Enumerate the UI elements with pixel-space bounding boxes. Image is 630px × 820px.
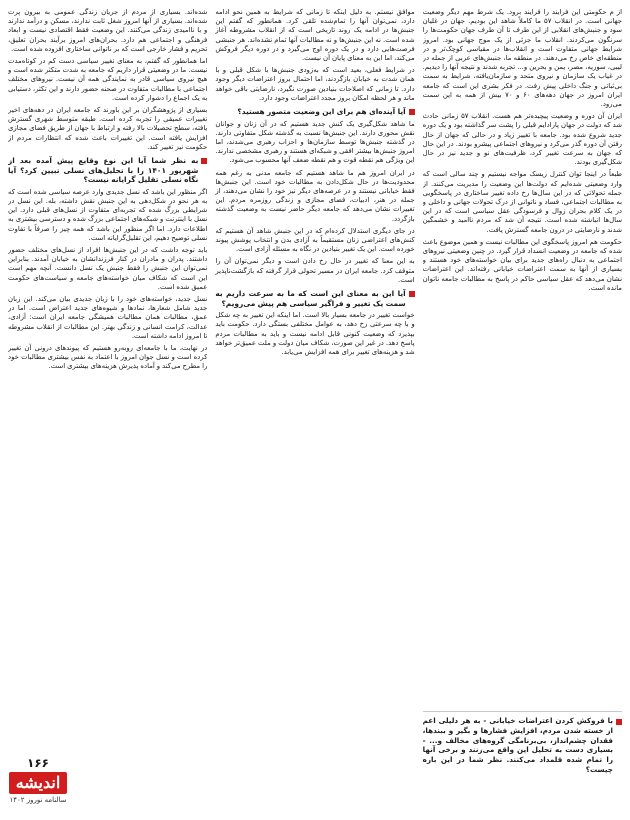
paragraph: به این معنا که تغییر در حال رخ دادن است و دیگر نمی‌توان آن را متوقف کرد. جامعه ایران در مسیر تحولی قرار گرفته که بازگشت‌ناپذیر است. (215, 257, 415, 284)
paragraph: نسل جدید، خواسته‌های خود را با زبان جدیدی بیان می‌کند. این زبان جدید شامل شعارها، نمادها و شیوه‌های جدید اعتراض است. اما در عمق، مطالبات همان مطالبات همیشگی جامعه ایران است: آزادی، عدالت، کرامت انسانی و زندگی بهتر. این مطالبات از انقلاب مشروطه تا امروز ادامه داشته است. (8, 295, 208, 340)
section-heading-text: آیا این به معنای این است که ما به سرعت داریم به سمت یک تغییر و فراگیر سیاسی هم پیش می‌رویم؟ (215, 289, 406, 308)
pullquote-text: با فروکش کردن اعتراضات خیابانی - به هر دلیلی اعم از خسته شدن مردم، افزایش فشارها و بگیر و ببندها، فقدان چشم‌انداز، بی‌برنامگی گروه‌های مخالف و... - بسیاری دست به تحلیل این واقع می‌زنند و برخی آنها را تمام شده قلمداد می‌کنند. نظر شما در این باره چیست؟ (422, 716, 613, 774)
paragraph: بسیاری از پژوهشگران بر این باورند که جامعه ایران در دهه‌های اخیر تغییرات عمیقی را تجربه کرده است. طبقه متوسط شهری گسترش یافته، سطح تحصیلات بالا رفته و ارتباط با جهان از طریق فضای مجازی افزایش یافته است. این تغییرات باعث شده که انتظارات مردم از حکومت نیز تغییر کند. (8, 106, 208, 151)
pullquote (423, 716, 622, 775)
page-number: ۱۶۶ (27, 756, 49, 770)
paragraph: طبعاً در اینجا توان کنترل ریسک مواجه نیستیم و چند سالی است که وارد وضعیتی شده‌ایم که دولت‌ها این وضعیت را مدیریت می‌کنند. از جمله تحولاتی که در این سال‌ها رخ داده تغییر ساختاری در پاسخگویی به مطالبات اجتماعی، فساد و ناتوانی از درک تحولات جهانی و داخلی و در یک کلام بحران زوال و فرسودگی عقل سیاسی است که در این سال‌ها انباشته شده است. نتیجه آن شد که مردم ناامید و خشمگین شدند و نارضایتی در درون جامعه گسترش یافت. (422, 170, 622, 234)
red-square-bullet-icon (201, 158, 207, 164)
red-square-bullet-icon (409, 291, 415, 297)
section-heading-text: آیا آینده‌ای هم برای این وضعیت متصور هستید؟ (237, 107, 406, 117)
magazine-page (8, 8, 622, 812)
column-middle (215, 8, 414, 812)
paragraph: از م حکومتی این فرایند را فرایند برود. یک شرط مهم دیگر وضعیت جهانی است. در انقلاب ۵۷ ما کاملاً شاهد این بودیم. جهان در غلیان سود و جنبش‌های انقلابی از این طرف تا آن طرف جهان حکومت‌ها را سرنگون می‌کردند. انقلاب ما جزئی از یک موج جهانی بود. امروز شرایط جهانی متفاوت است و انقلاب‌ها در مقیاسی کوچک‌تر و در منطقه‌ای خاص رخ می‌دهند. در منطقه ما، جنبش‌های عربی از جمله در لیبی، سوریه، مصر، یمن و بحرین و... تجربه شدند و نتیجه آنها را دیدیم. در غیاب یک سازمان و نیروی متحد و سازمان‌یافته، شرایط به سمت بی‌ثباتی و جنگ داخلی پیش رفت. در فکر بشری این است که جامعه ایران امروز در جهان دهه‌های ۶۰ و ۷۰ بیش از همه به این سمت می‌رود. (422, 8, 622, 109)
section-heading-text: به نظر شما آیا این نوع وقایع پیش آمده بعد از شهریور ۱۴۰۱ را با تحلیل‌های نسلی تبیین کرد؟ آیا نگاه نسلی تقلیل گرایانه نیست؟ (8, 156, 199, 185)
paragraph: حکومت هم امروز پاسخگوی این مطالبات نیست و همین موضوع باعث شده که جامعه در وضعیت انسداد قرار گیرد. در چنین وضعیتی نیروهای اجتماعی به دنبال راه‌های جدید برای بیان خواسته‌های خود هستند و بسیاری از آنها به سمت اعتراضات خیابانی رفته‌اند. این اعتراضات نشان می‌دهد که عقل سیاسی حاکم در پاسخ به مطالبات جامعه ناتوان مانده است. (422, 237, 622, 292)
paragraph: در جای دیگری استدلال کرده‌ام که در این جنبش شاهد آن هستیم که کنش‌های اعتراضی زنان مستقیماً به آزادی بدن و انتخاب پوشش پیوند خورده است. این یک تغییر بنیادین در نگاه به مسئله آزادی است. (215, 226, 415, 254)
column-right (423, 8, 622, 812)
section-heading (8, 156, 207, 185)
paragraph: در شرایط فعلی، بعید است که به‌زودی جنبش‌ها با شکل قبلی و با همان شدت به خیابان بازگردند، اما احتمال بروز اعتراضات دیگر وجود دارد. تا زمانی که اصلاحات بنیادین صورت نگیرد، نارضایتی باقی خواهد ماند و هر لحظه امکان بروز مجدد اعتراضات وجود دارد. (215, 66, 415, 102)
paragraph: خواست تغییر در جامعه بسیار بالا است. اما اینکه این تغییر به چه شکل و با چه سرعتی رخ دهد، به عوامل مختلفی بستگی دارد. حکومت باید بپذیرد که وضعیت کنونی قابل ادامه نیست و باید به مطالبات مردم پاسخ دهد. در غیر این صورت، شکاف میان دولت و ملت عمیق‌تر خواهد شد و هزینه‌های تغییر برای همه افزایش می‌یابد. (215, 311, 415, 357)
paragraph: شده‌اند. بسیاری از مردم از جریان زندگی عمومی به بیرون پرت شده‌اند. بسیاری از آنها امروز شغل ثابت ندارند، مسکن و درآمد ندارند و با ناامیدی زندگی می‌کنند. این وضعیت فقط اقتصادی نیست و ابعاد فرهنگی و اجتماعی هم دارد. بحران‌های امروز برآیند بحران تعلیق، تحریم و فشار خارجی است که بر ناتوانی ساختاری افزوده شده است. (8, 8, 208, 53)
paragraph: باید توجه داشت که در این جنبش‌ها افراد از نسل‌های مختلف حضور داشتند. پدران و مادران در کنار فرزندانشان به خیابان آمدند. بنابراین نمی‌توان این جنبش را فقط جنبش یک نسل دانست. آنچه مهم است این است که شکاف میان خواسته‌های جامعه و سیاست‌های حکومت عمیق شده است. (8, 246, 208, 291)
paragraph: در نهایت، ما با جامعه‌ای روبه‌رو هستیم که پیوندهای درونی آن تغییر کرده است و نسل جوان امروز با اعتماد به نفس بیشتری مطالبات خود را مطرح می‌کند و آماده پذیرش هزینه‌های بیشتری است. (8, 344, 208, 371)
section-heading (215, 107, 414, 117)
pullquote-box (423, 711, 622, 812)
red-square-bullet-icon (616, 719, 622, 725)
paragraph: ایران آن دوره و وضعیت پیچیده‌تر هم هست. انقلاب ۵۷ زمانی حادث شد که دولت در جهان پارادایم قبلی را پشت سر گذاشته بود و یک دوره جدید شروع شده بود. جامعه با تغییر زیاد و در حالی که جهان از حال رفتن آن دوره گذر می‌کرد و نیروهای اجتماعی پیشرو بودند. در این حال که جهان به سرعت تغییر کرد، ظرفیت‌های نو و جدید نیز در حال شکل‌گیری بودند. (422, 112, 622, 167)
paragraph: ما شاهد شکل‌گیری یک کنش جدید هستیم که در آن زنان و جوانان نقش محوری دارند. این جنبش‌ها نسبت به گذشته شکل متفاوتی دارند. در گذشته جنبش‌ها توسط سازمان‌ها و احزاب رهبری می‌شدند، اما امروز جنبش‌ها بیشتر افقی و شبکه‌ای هستند و رهبری مشخصی ندارند. این ویژگی هم نقطه قوت و هم نقطه ضعف آنها محسوب می‌شود. (215, 119, 415, 165)
paragraph: اما همانطور که گفتم، به معنای تغییر سیاسی دست کم در کوتاه‌مدت نیست. ما در وضعیتی قرار داریم که جامعه به شدت متکثر شده است و هیچ نیروی سیاسی قادر به نمایندگی همه آن نیست. نیروهای مختلف اجتماعی با مطالبات متفاوت در صحنه حضور دارند و این تکثر، دستیابی به یک اجماع را دشوار کرده است. (8, 57, 208, 102)
paragraph: موافق نیستم. به دلیل اینکه تا زمانی که شرایط به همین نحو ادامه دارد، نمی‌توان آنها را تمام‌شده تلقی کرد. همانطور که گفتم این جنبش‌ها در ادامه یک روند تاریخی است که از انقلاب مشروطه آغاز شده است. نه این جنبش‌ها و نه مطالبات آنها تمام نشده‌اند. هر جنبشی فرصت‌هایی دارد و در یک دوره اوج می‌گیرد و در دوره دیگر فروکش می‌کند، اما این به معنای پایان آن نیست. (215, 8, 415, 63)
page-footer-brand (6, 756, 70, 816)
magazine-logo: اندیشه (9, 772, 67, 794)
red-square-bullet-icon (409, 109, 415, 115)
paragraph: در ایران امروز هم ما شاهد هستیم که جامعه مدنی به رغم همه محدودیت‌ها در حال شکل‌دادن به مطالبات خود است. این جنبش‌ها فقط خیابانی نیستند و در عرصه‌های دیگر نیز خود را نشان می‌دهند، از جمله در هنر، ادبیات، فضای مجازی و زندگی روزمره مردم. این تغییرات نشان می‌دهد که جامعه دیگر حاضر نیست به وضعیت گذشته بازگردد. (215, 168, 415, 223)
column-left (8, 8, 207, 812)
paragraph: اگر منظور این باشد که نسل جدیدی وارد عرصه سیاسی شده است که به هر نحو در شکل‌دهی به این جنبش نقش داشته، بله. این نسل در شرایطی بزرگ شده که تجربه‌ای متفاوت از نسل‌های قبلی دارد. این نسل با اینترنت و شبکه‌های اجتماعی بزرگ شده و دسترسی بیشتری به اطلاعات دارد. اما اگر منظور این باشد که همه چیز را صرفاً با تفاوت نسلی توضیح دهیم، این تقلیل‌گرایانه است. (8, 187, 208, 242)
issue-label: سالنامه نوروز ۱۴۰۲ (9, 796, 67, 804)
section-heading (215, 289, 414, 308)
